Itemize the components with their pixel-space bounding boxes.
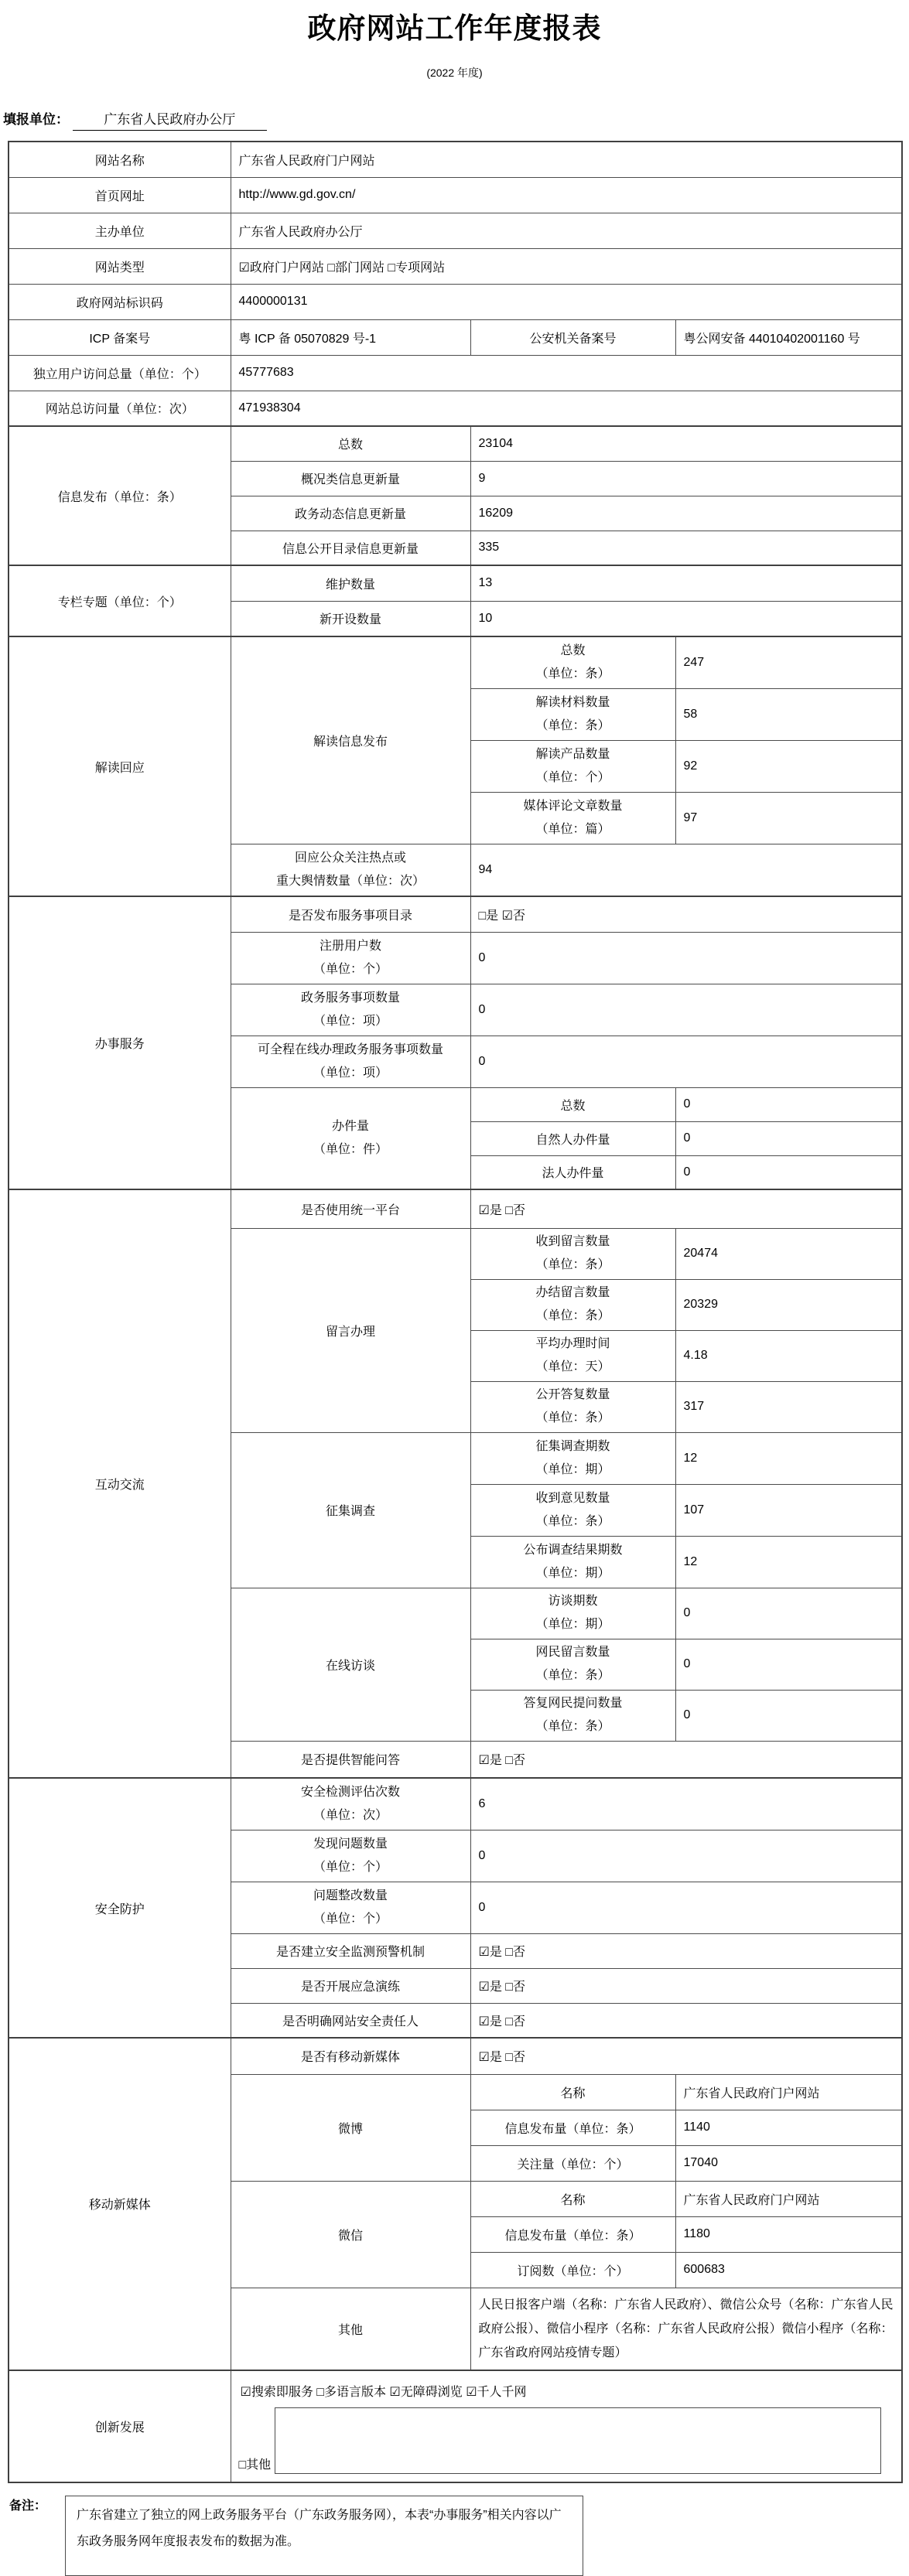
sub-value: 317	[675, 1381, 902, 1432]
total-visits-value: 471938304	[231, 391, 902, 426]
sub-value: 0	[470, 984, 902, 1036]
total-visits-label: 网站总访问量（单位：次）	[9, 391, 231, 426]
sub-value: 1180	[675, 2216, 902, 2252]
annual-report-table	[8, 141, 903, 2483]
sub-label: 新开设数量	[231, 601, 470, 636]
sub-value: 58	[675, 688, 902, 740]
service-catalog-checkboxes: □是 ☑否	[470, 896, 902, 932]
unified-platform-label: 是否使用统一平台	[231, 1189, 470, 1228]
sub-label: 政务服务事项数量 （单位：项）	[231, 984, 470, 1036]
section-label-innovation: 创新发展	[9, 2370, 231, 2482]
innovation-checkboxes: ☑搜索即服务 □多语言版本 ☑无障碍浏览 ☑千人千网	[240, 2385, 527, 2399]
remark-section	[9, 2496, 909, 2576]
sub-value: 0	[470, 932, 902, 984]
page-title: 政府网站工作年度报表	[307, 12, 602, 44]
table-row	[9, 896, 902, 932]
table-row	[9, 248, 902, 284]
sub-label: 安全检测评估次数 （单位：次）	[231, 1778, 470, 1830]
sub-label: 收到意见数量 （单位：条）	[470, 1484, 675, 1536]
sub-value: 20329	[675, 1279, 902, 1330]
sub-label: 名称	[470, 2074, 675, 2110]
sub-label: 信息公开目录信息更新量	[231, 531, 470, 565]
sub-value: 107	[675, 1484, 902, 1536]
section-label-services: 办事服务	[9, 896, 231, 1189]
sub-label: 媒体评论文章数量 （单位：篇）	[470, 792, 675, 844]
sub-label: 名称	[470, 2181, 675, 2216]
site-code-value: 4400000131	[231, 284, 902, 319]
section-label-security: 安全防护	[9, 1778, 231, 2038]
sub-value: 600683	[675, 2252, 902, 2288]
unique-visitors-value: 45777683	[231, 355, 902, 391]
reporter-line	[3, 108, 909, 131]
innovation-other-row	[239, 2407, 894, 2474]
sub-value: 0	[470, 1036, 902, 1087]
organizer-value: 广东省人民政府办公厅	[231, 213, 902, 248]
section-label-special-columns: 专栏专题（单位：个）	[9, 565, 231, 636]
sub-label: 公开答复数量 （单位：条）	[470, 1381, 675, 1432]
sub-label: 信息发布量（单位：条）	[470, 2216, 675, 2252]
icp-label: ICP 备案号	[9, 319, 231, 355]
sub-value: 335	[470, 531, 902, 565]
sub-label: 解读产品数量 （单位：个）	[470, 740, 675, 792]
site-code-label: 政府网站标识码	[9, 284, 231, 319]
sub-label: 可全程在线办理政务服务事项数量 （单位：项）	[231, 1036, 470, 1087]
sub-value: 247	[675, 636, 902, 688]
hot-response-label: 回应公众关注热点或 重大舆情数量（单位：次）	[231, 844, 470, 896]
sub-label: 问题整改数量 （单位：个）	[231, 1882, 470, 1933]
table-row	[9, 2038, 902, 2074]
group-label-messages: 留言办理	[231, 1228, 470, 1432]
sub-label: 信息发布量（单位：条）	[470, 2110, 675, 2145]
sub-value: 0	[675, 1087, 902, 1121]
group-label-volume: 办件量 （单位：件）	[231, 1087, 470, 1189]
sub-label: 发现问题数量 （单位：个）	[231, 1830, 470, 1882]
sub-value: 0	[470, 1830, 902, 1882]
has-mobile-media-label: 是否有移动新媒体	[231, 2038, 470, 2074]
sub-value: 12	[675, 1536, 902, 1588]
sub-value: 20474	[675, 1228, 902, 1279]
sub-value: 6	[470, 1778, 902, 1830]
reporter-value: 广东省人民政府办公厅	[73, 108, 267, 131]
sub-value: 10	[470, 601, 902, 636]
sub-label: 订阅数（单位：个）	[470, 2252, 675, 2288]
sub-value: 92	[675, 740, 902, 792]
sub-value: 0	[675, 1588, 902, 1639]
reporter-label: 填报单位：	[3, 112, 69, 127]
unique-visitors-label: 独立用户访问总量（单位：个）	[9, 355, 231, 391]
table-row	[9, 284, 902, 319]
other-media-value: 人民日报客户端（名称：广东省人民政府）、微信公众号（名称：广东省人民政府公报）、微信小程序（名称：广东省人民政府公报）微信小程序（名称：广东省政府网站疫情专题）	[470, 2288, 902, 2370]
has-mobile-media-checkboxes: ☑是 □否	[470, 2038, 902, 2074]
unified-platform-checkboxes: ☑是 □否	[470, 1189, 902, 1228]
sub-label: 网民留言数量 （单位：条）	[470, 1639, 675, 1690]
sub-label: 关注量（单位：个）	[470, 2145, 675, 2181]
smart-qa-checkboxes: ☑是 □否	[470, 1741, 902, 1778]
innovation-cell	[231, 2370, 902, 2482]
section-label-info-release: 信息发布（单位：条）	[9, 426, 231, 565]
sub-label: 概况类信息更新量	[231, 461, 470, 496]
table-row	[9, 426, 902, 461]
remark-text: 广东省建立了独立的网上政务服务平台（广东政务服务网），本表“办事服务”相关内容以广东政务服务网年度报表发布的数据为准。	[77, 2508, 562, 2548]
sub-label: 政务动态信息更新量	[231, 496, 470, 531]
sub-label: 公布调查结果期数 （单位：期）	[470, 1536, 675, 1588]
site-type-label: 网站类型	[9, 248, 231, 284]
innovation-other-checkbox: □其他	[238, 2458, 272, 2472]
organizer-label: 主办单位	[9, 213, 231, 248]
group-label-weibo: 微博	[231, 2074, 470, 2181]
innovation-other-box	[275, 2407, 881, 2474]
section-label-interaction: 互动交流	[9, 1189, 231, 1778]
sub-value: 16209	[470, 496, 902, 531]
group-label-wechat: 微信	[231, 2181, 470, 2288]
table-row	[9, 636, 902, 688]
emergency-drill-label: 是否开展应急演练	[231, 1968, 470, 2003]
sub-label: 解读材料数量 （单位：条）	[470, 688, 675, 740]
sub-value: 4.18	[675, 1330, 902, 1381]
section-label-mobile: 移动新媒体	[9, 2038, 231, 2370]
emergency-drill-checkboxes: ☑是 □否	[470, 1968, 902, 2003]
sub-label: 办结留言数量 （单位：条）	[470, 1279, 675, 1330]
sub-value: 0	[675, 1639, 902, 1690]
sub-label: 总数 （单位：条）	[470, 636, 675, 688]
police-record-label: 公安机关备案号	[470, 319, 675, 355]
security-owner-checkboxes: ☑是 □否	[470, 2003, 902, 2038]
sub-value: 12	[675, 1432, 902, 1484]
table-row	[9, 319, 902, 355]
sub-value: 0	[675, 1155, 902, 1189]
table-row	[9, 1189, 902, 1228]
home-url-value: http://www.gd.gov.cn/	[231, 177, 902, 213]
section-label-interpretation: 解读回应	[9, 636, 231, 896]
sub-label: 答复网民提问数量 （单位：条）	[470, 1690, 675, 1741]
sub-value: 0	[470, 1882, 902, 1933]
sub-label: 维护数量	[231, 565, 470, 601]
sub-value: 97	[675, 792, 902, 844]
group-label-interview: 在线访谈	[231, 1588, 470, 1741]
site-name-value: 广东省人民政府门户网站	[231, 142, 902, 177]
sub-value: 23104	[470, 426, 902, 461]
group-label-survey: 征集调查	[231, 1432, 470, 1588]
sub-label: 收到留言数量 （单位：条）	[470, 1228, 675, 1279]
icp-value: 粤 ICP 备 05070829 号-1	[231, 319, 470, 355]
table-row	[9, 2370, 902, 2482]
table-row	[9, 391, 902, 426]
sub-label: 自然人办件量	[470, 1121, 675, 1155]
sub-value: 0	[675, 1690, 902, 1741]
smart-qa-label: 是否提供智能问答	[231, 1741, 470, 1778]
remark-label: 备注：	[9, 2499, 47, 2513]
security-owner-label: 是否明确网站安全责任人	[231, 2003, 470, 2038]
sub-value: 17040	[675, 2145, 902, 2181]
group-label-other-media: 其他	[231, 2288, 470, 2370]
sub-label: 法人办件量	[470, 1155, 675, 1189]
sub-label: 总数	[470, 1087, 675, 1121]
sub-value: 1140	[675, 2110, 902, 2145]
security-warning-checkboxes: ☑是 □否	[470, 1933, 902, 1968]
remark-box	[65, 2496, 583, 2576]
sub-value: 13	[470, 565, 902, 601]
sub-label: 访谈期数 （单位：期）	[470, 1588, 675, 1639]
sub-label: 平均办理时间 （单位：天）	[470, 1330, 675, 1381]
sub-label: 征集调查期数 （单位：期）	[470, 1432, 675, 1484]
table-row	[9, 177, 902, 213]
security-warning-label: 是否建立安全监测预警机制	[231, 1933, 470, 1968]
table-row	[9, 565, 902, 601]
site-type-checkboxes: ☑政府门户网站 □部门网站 □专项网站	[231, 248, 902, 284]
hot-response-value: 94	[470, 844, 902, 896]
table-row	[9, 355, 902, 391]
site-name-label: 网站名称	[9, 142, 231, 177]
group-label-interpretation-publish: 解读信息发布	[231, 636, 470, 844]
sub-value: 0	[675, 1121, 902, 1155]
home-url-label: 首页网址	[9, 177, 231, 213]
table-row	[9, 1778, 902, 1830]
sub-value: 9	[470, 461, 902, 496]
service-catalog-label: 是否发布服务事项目录	[231, 896, 470, 932]
sub-label: 总数	[231, 426, 470, 461]
table-row	[9, 213, 902, 248]
police-record-value: 粤公网安备 44010402001160 号	[675, 319, 902, 355]
table-row	[9, 142, 902, 177]
sub-label: 注册用户数 （单位：个）	[231, 932, 470, 984]
sub-value: 广东省人民政府门户网站	[675, 2074, 902, 2110]
report-year-subtitle: (2022 年度)	[426, 67, 483, 79]
sub-value: 广东省人民政府门户网站	[675, 2181, 902, 2216]
